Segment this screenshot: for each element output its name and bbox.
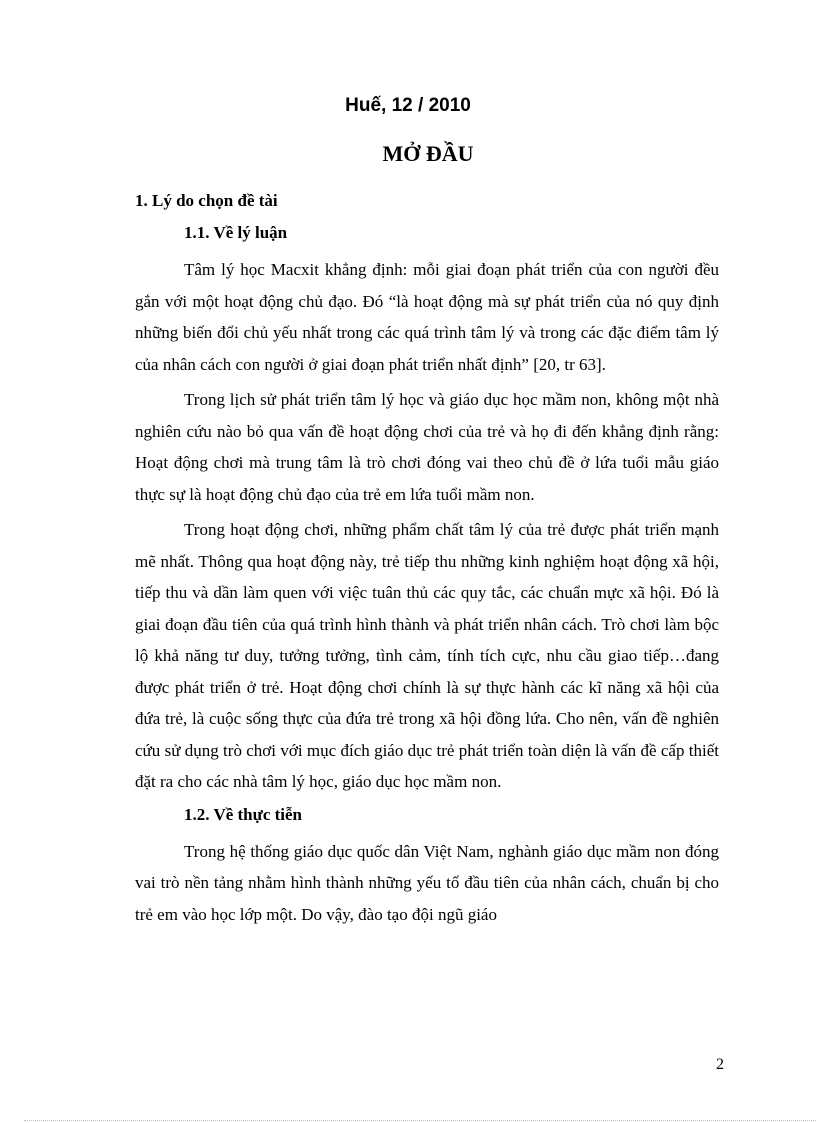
section-heading: 1. Lý do chọn đề tài	[135, 191, 278, 210]
body-paragraph: Tâm lý học Macxit khẳng định: mỗi giai đoạn phát triển của con người đều gắn với một hoạt động chủ đạo. Đó “là hoạt động mà sự phát triển của nó quy định những biến đổi chủ yếu nhất trong các quá trình tâm lý và trong các đặc điểm tâm lý của nhân cách con người ở giai đoạn phát triển nhất định” [20, tr 63].	[135, 260, 719, 374]
page-number: 2	[716, 1056, 724, 1073]
footer-divider	[24, 1120, 816, 1121]
place-date-heading: Huế, 12 / 2010	[345, 95, 471, 116]
body-paragraph: Trong hệ thống giáo dục quốc dân Việt Nam, nghành giáo dục mầm non đóng vai trò nền tảng nhằm hình thành những yếu tố đầu tiên của nhân cách, chuẩn bị cho trẻ em vào học lớp một. Do vậy, đào tạo đội ngũ giáo	[135, 841, 719, 924]
body-paragraph: Trong lịch sử phát triển tâm lý học và giáo dục học mầm non, không một nhà nghiên cứu nào bỏ qua vấn đề hoạt động chơi của trẻ và họ đi đến khẳng định rằng: Hoạt động chơi mà trung tâm là trò chơi đóng vai theo chủ đề ở lứa tuổi mẫu giáo thực sự là hoạt động chủ đạo của trẻ em lứa tuổi mầm non.	[135, 390, 719, 504]
body-paragraph: Trong hoạt động chơi, những phẩm chất tâm lý của trẻ được phát triển mạnh mẽ nhất. Thông qua hoạt động này, trẻ tiếp thu những kinh nghiệm hoạt động xã hội, tiếp thu và dần làm quen với việc tuân thủ các quy tắc, các chuẩn mực xã hội. Đó là giai đoạn đầu tiên của quá trình hình thành và phát triển nhân cách. Trò chơi làm bộc lộ khả năng tư duy, tưởng tưởng, tình cảm, tính tích cực, nhu cầu giao tiếp…đang được phát triển ở trẻ. Hoạt động chơi chính là sự thực hành các kĩ năng xã hội của đứa trẻ, là cuộc sống thực của đứa trẻ trong xã hội đồng lứa. Cho nên, vấn đề nghiên cứu sử dụng trò chơi với mục đích giáo dục trẻ phát triển toàn diện là vấn đề cấp thiết đặt ra cho các nhà tâm lý học, giáo dục học mầm non.	[135, 520, 719, 791]
document-title: MỞ ĐẦU	[382, 141, 474, 166]
subsection-heading: 1.2. Về thực tiễn	[184, 804, 303, 824]
subsection-heading: 1.1. Về lý luận	[184, 223, 288, 242]
document-body	[135, 188, 719, 934]
